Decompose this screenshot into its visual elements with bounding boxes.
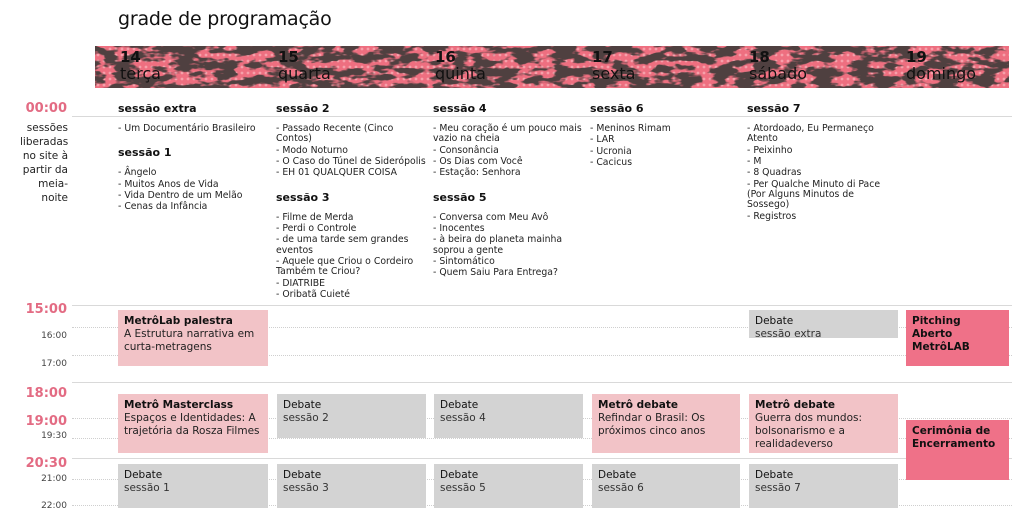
film-item[interactable]: - Atordoado, Eu Permaneço Atento [747, 124, 897, 144]
session-title: sessão 7 [747, 102, 801, 115]
event-metrolab-palestra[interactable] [118, 310, 268, 366]
film-item[interactable]: - Ângelo [118, 168, 268, 178]
online-column-15 [276, 102, 426, 312]
event-debate-s6[interactable] [592, 464, 740, 508]
film-item[interactable]: - Perdi o Controle [276, 224, 426, 234]
event-title: Metrô debate [755, 399, 836, 411]
film-item[interactable]: - M [747, 157, 897, 167]
day-number: 16 [435, 48, 456, 66]
day-header-15 [276, 46, 426, 88]
film-item[interactable]: - de uma tarde sem grandes eventos [276, 235, 426, 255]
event-subtitle: sessão extra [755, 328, 822, 340]
day-number: 19 [906, 48, 927, 66]
day-name: quarta [278, 64, 331, 83]
day-name: sexta [592, 64, 636, 83]
event-title: Debate [755, 469, 794, 481]
session-title: sessão 4 [433, 102, 487, 115]
event-subtitle: sessão 4 [440, 412, 486, 424]
day-header-16 [433, 46, 583, 88]
film-item[interactable]: - O Caso do Túnel de Siderópolis [276, 157, 426, 167]
film-list [747, 124, 897, 222]
event-subtitle: sessão 6 [598, 482, 644, 494]
film-item[interactable]: - EH 01 QUALQUER COISA [276, 168, 426, 178]
event-title: Debate [283, 399, 322, 411]
day-name: terça [120, 64, 161, 83]
event-masterclass[interactable] [118, 394, 268, 453]
session-title: sessão 5 [433, 190, 487, 204]
time-label: 19:30 [41, 431, 67, 441]
film-item[interactable]: - à beira do planeta mainha soprou a gente [433, 235, 583, 255]
event-debate-s4[interactable] [434, 394, 583, 438]
film-item[interactable]: - Peixinho [747, 146, 897, 156]
day-name: quinta [435, 64, 486, 83]
film-item[interactable]: - Consonância [433, 146, 583, 156]
day-header-14 [118, 46, 268, 88]
session-title: sessão 3 [276, 190, 330, 204]
film-item[interactable]: - Oribatã Cuieté [276, 290, 426, 300]
event-title: Debate [124, 469, 163, 481]
event-subtitle: sessão 3 [283, 482, 329, 494]
event-subtitle: Guerra dos mundos: bolsonarismo e a realidadeverso [755, 412, 863, 450]
online-column-16 [433, 102, 583, 291]
film-list [118, 168, 268, 212]
grid-line [72, 382, 1012, 383]
film-item[interactable]: - 8 Quadras [747, 168, 897, 178]
film-list [118, 124, 268, 134]
film-item[interactable]: - Estação: Senhora [433, 168, 583, 178]
time-label: 19:00 [25, 414, 67, 429]
event-title: Metrô debate [598, 399, 679, 411]
day-number: 17 [592, 48, 613, 66]
release-note: sessões liberadas no site à partir da meia-noite [20, 122, 69, 204]
event-debate-extra[interactable] [749, 310, 898, 338]
event-subtitle: sessão 7 [755, 482, 801, 494]
time-label: 22:00 [41, 501, 67, 511]
event-title: Debate [440, 469, 479, 481]
event-title: Pitching Aberto MetrôLAB [912, 315, 970, 353]
film-item[interactable]: - Aquele que Criou o Cordeiro Também te Criou? [276, 257, 426, 277]
film-item[interactable]: - Per Qualche Minuto di Pace (Por Alguns Minutos de Sossego) [747, 180, 897, 211]
time-label: 21:00 [41, 474, 67, 484]
event-title: MetrôLab palestra [124, 315, 233, 327]
event-title: Metrô Masterclass [124, 399, 234, 411]
session-title: sessão 2 [276, 102, 330, 115]
day-number: 18 [749, 48, 770, 66]
event-subtitle: Espaços e Identidades: A trajetória da Rosza Filmes [124, 412, 260, 437]
time-label: 18:00 [25, 386, 67, 401]
time-label: 15:00 [25, 302, 67, 317]
grid-line [72, 305, 1012, 306]
film-item[interactable]: - Quem Saiu Para Entrega? [433, 268, 583, 278]
film-item[interactable]: - Inocentes [433, 224, 583, 234]
day-number: 14 [120, 48, 141, 66]
event-debate-s7[interactable] [749, 464, 898, 508]
film-item[interactable]: - Ucronia [590, 147, 740, 157]
film-item[interactable]: - Sintomático [433, 257, 583, 267]
online-column-17 [590, 102, 740, 180]
film-list [433, 124, 583, 179]
film-item[interactable]: - Muitos Anos de Vida [118, 180, 268, 190]
event-title: Cerimônia de Encerramento [912, 425, 996, 450]
film-item[interactable]: - Vida Dentro de um Melão [118, 191, 268, 201]
film-item[interactable]: - Conversa com Meu Avô [433, 213, 583, 223]
film-item[interactable]: - Cenas da Infância [118, 202, 268, 212]
day-header-17 [590, 46, 740, 88]
event-subtitle: Refindar o Brasil: Os próximos cinco anos [598, 412, 706, 437]
film-item[interactable]: - Cacicus [590, 158, 740, 168]
event-subtitle: A Estrutura narrativa em curta-metragens [124, 328, 255, 353]
film-item[interactable]: - Passado Recente (Cinco Contos) [276, 124, 426, 144]
time-label: 20:30 [25, 456, 67, 471]
film-item[interactable]: - Registros [747, 212, 897, 222]
grid-line [72, 458, 1012, 459]
day-header-19 [904, 46, 1009, 88]
day-number: 15 [278, 48, 299, 66]
event-title: Debate [440, 399, 479, 411]
session-title: sessão extra [118, 102, 197, 115]
day-header-18 [747, 46, 897, 88]
film-item[interactable]: - Meninos Rimam [590, 124, 740, 134]
session-title: sessão 6 [590, 102, 644, 115]
event-metro-debate-17[interactable] [592, 394, 740, 453]
online-column-18 [747, 102, 897, 234]
event-debate-s2[interactable] [277, 394, 426, 438]
time-label: 17:00 [41, 359, 67, 369]
film-list [590, 124, 740, 168]
event-subtitle: sessão 2 [283, 412, 329, 424]
event-metro-debate-18[interactable] [749, 394, 898, 453]
film-list [276, 213, 426, 301]
film-item[interactable]: - DIATRIBE [276, 279, 426, 289]
film-item[interactable]: - Filme de Merda [276, 213, 426, 223]
session-title: sessão 1 [118, 146, 172, 160]
event-debate-s1[interactable] [118, 464, 268, 508]
event-debate-s3[interactable] [277, 464, 426, 508]
page-title: grade de programação [118, 8, 332, 30]
event-cerimonia[interactable] [906, 420, 1009, 480]
event-debate-s5[interactable] [434, 464, 583, 508]
film-item[interactable]: - Um Documentário Brasileiro [118, 124, 268, 134]
day-name: sábado [749, 64, 808, 83]
film-item[interactable]: - LAR [590, 135, 740, 145]
film-item[interactable]: - Os Dias com Você [433, 157, 583, 167]
online-column-14 [118, 102, 268, 225]
event-subtitle: sessão 1 [124, 482, 170, 494]
film-item[interactable]: - Meu coração é um pouco mais vazio na cheia [433, 124, 583, 144]
day-name: domingo [906, 64, 977, 83]
event-title: Debate [283, 469, 322, 481]
time-label: 00:00 [25, 101, 67, 116]
film-item[interactable]: - Modo Noturno [276, 146, 426, 156]
time-label: 16:00 [41, 331, 67, 341]
event-subtitle: sessão 5 [440, 482, 486, 494]
event-title: Debate [755, 315, 794, 327]
film-list [433, 213, 583, 279]
event-title: Debate [598, 469, 637, 481]
event-pitching[interactable] [906, 310, 1009, 366]
film-list [276, 124, 426, 179]
